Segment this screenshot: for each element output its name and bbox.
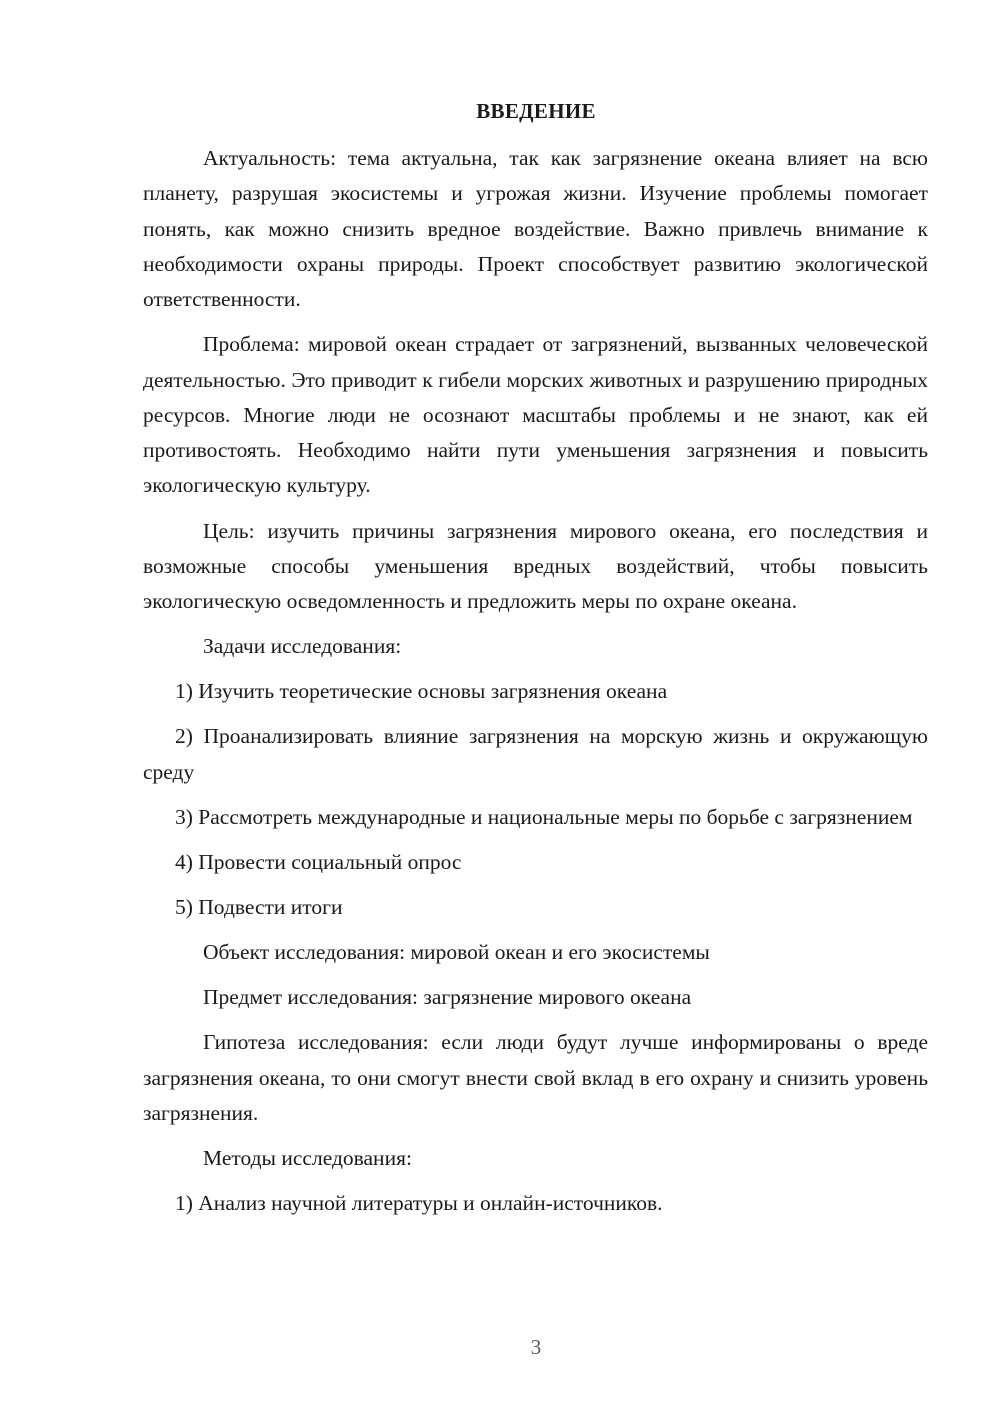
paragraph-goal: Цель: изучить причины загрязнения мирового океана, его последствия и возможные способы уменьшения вредных воздействий, чтобы повысить экологическую осведомленность и предложить меры по охране океана.: [143, 518, 928, 614]
method-item-1: 1) Анализ научной литературы и онлайн-источников.: [175, 1191, 663, 1216]
task-item-2: 2) Проанализировать влияние загрязнения на морскую жизнь и окружающую среду: [143, 724, 928, 784]
paragraph-subject: Предмет исследования: загрязнение мирового океана: [203, 985, 692, 1010]
page-number: 3: [530, 1335, 542, 1359]
paragraph-problem: Проблема: мировой океан страдает от загрязнений, вызванных человеческой деятельностью. Это приводит к гибели морских животных и разрушению природных ресурсов. Многие люди не осознают масштабы проблемы и не знают, как ей противостоять. Необходимо найти пути уменьшения загрязнения и повысить экологическую культуру.: [143, 332, 928, 498]
task-item-5: 5) Подвести итоги: [175, 895, 343, 920]
tasks-heading: Задачи исследования:: [203, 634, 402, 659]
paragraph-relevance: Актуальность: тема актуальна, так как загрязнение океана влияет на всю планету, разрушая экосистемы и угрожая жизни. Изучение проблемы помогает понять, как можно снизить вредное воздействие. Важно привлечь внимание к необходимости охраны природы. Проект способствует развитию экологической ответственности.: [143, 146, 928, 312]
methods-heading: Методы исследования:: [203, 1145, 412, 1170]
task-item-4: 4) Провести социальный опрос: [175, 849, 462, 874]
page-title: ВВЕДЕНИЕ: [476, 99, 596, 123]
document-body: [143, 141, 928, 1231]
task-item-3: 3) Рассмотреть международные и национальные меры по борьбе с загрязнением: [175, 804, 913, 829]
paragraph-object: Объект исследования: мировой океан и его экосистемы: [203, 940, 710, 965]
task-item-1: 1) Изучить теоретические основы загрязнения океана: [175, 679, 668, 704]
paragraph-hypothesis: Гипотеза исследования: если люди будут лучше информированы о вреде загрязнения океана, то они смогут внести свой вклад в его охрану и снизить уровень загрязнения.: [143, 1030, 928, 1125]
